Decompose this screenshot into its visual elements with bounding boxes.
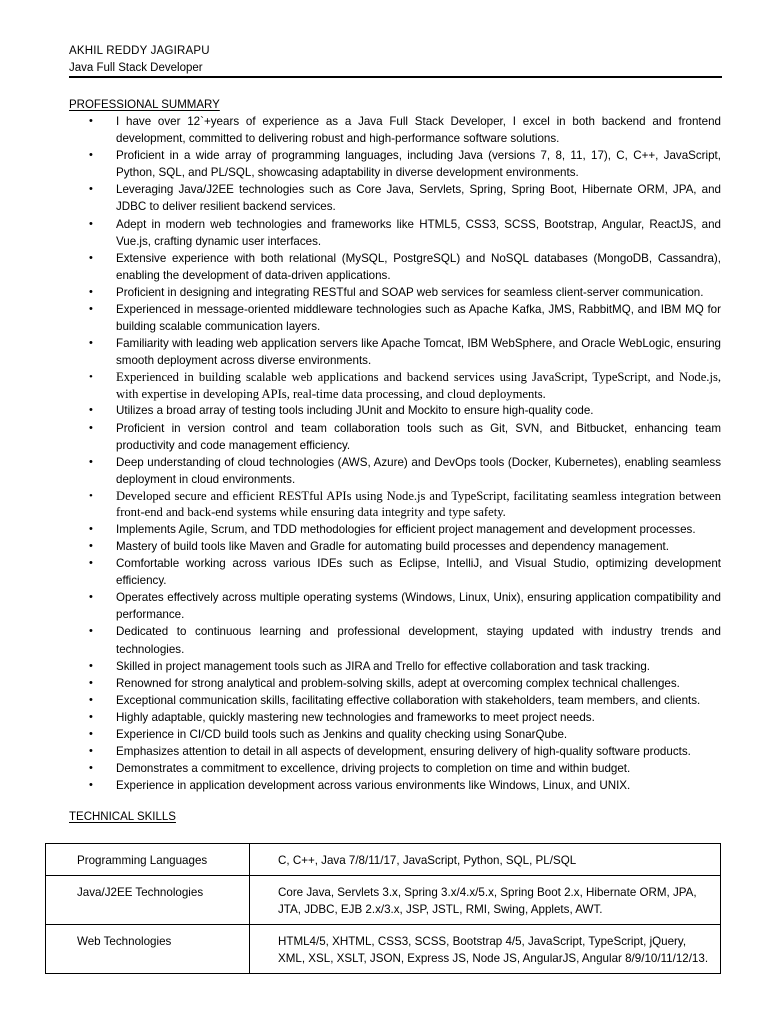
skill-values: C, C++, Java 7/8/11/17, JavaScript, Python, SQL, PL/SQL [250,844,721,876]
table-row [46,925,721,974]
summary-item: • Proficient in designing and integrating RESTful and SOAP web services for seamless client-server communication. [69,284,721,301]
candidate-name: AKHIL REDDY JAGIRAPU [69,45,210,57]
summary-item: • Proficient in a wide array of programming languages, including Java (versions 7, 8, 11, 17), C, C++, JavaScript, Python, SQL, and PL/SQL, showcasing adaptability in diverse development environments. [69,147,721,181]
summary-item: • Comfortable working across various IDEs such as Eclipse, IntelliJ, and Visual Studio, optimizing development efficiency. [69,555,721,589]
summary-item: • Familiarity with leading web application servers like Apache Tomcat, IBM WebSphere, and Oracle WebLogic, ensuring smooth deployment across diverse environments. [69,335,721,369]
summary-item: • Proficient in version control and team collaboration tools such as Git, SVN, and Bitbucket, enhancing team productivity and code management efficiency. [69,420,721,454]
skill-category: Programming Languages [46,844,250,876]
skill-values: Core Java, Servlets 3.x, Spring 3.x/4.x/5.x, Spring Boot 2.x, Hibernate ORM, JPA, JTA, JDBC, EJB 2.x/3.x, JSP, JSTL, RMI, Swing, Applets, AWT. [250,876,721,925]
summary-item: • Mastery of build tools like Maven and Gradle for automating build processes and dependency management. [69,538,721,555]
summary-item: • Highly adaptable, quickly mastering new technologies and frameworks to meet project needs. [69,709,721,726]
summary-item: • Deep understanding of cloud technologies (AWS, Azure) and DevOps tools (Docker, Kubernetes), enabling seamless deployment in cloud environments. [69,454,721,488]
summary-item: • Skilled in project management tools such as JIRA and Trello for effective collaboration and task tracking. [69,658,721,675]
technical-skills-table [45,843,721,974]
summary-item: • Dedicated to continuous learning and professional development, staying updated with industry trends and technologies. [69,623,721,657]
summary-item: • Exceptional communication skills, facilitating effective collaboration with stakeholders, team members, and clients. [69,692,721,709]
professional-summary-heading: PROFESSIONAL SUMMARY [69,99,220,111]
summary-item: • Experienced in building scalable web applications and backend services using JavaScript, TypeScript, and Node.js, with expertise in developing APIs, real-time data processing, and cloud deployments. [69,369,721,402]
summary-item: • Operates effectively across multiple operating systems (Windows, Linux, Unix), ensuring application compatibility and performance. [69,589,721,623]
summary-item: • Developed secure and efficient RESTful APIs using Node.js and TypeScript, facilitating seamless integration between front-end and back-end systems while ensuring data integrity and type safety. [69,488,721,521]
summary-item: • Renowned for strong analytical and problem-solving skills, adept at overcoming complex technical challenges. [69,675,721,692]
candidate-title: Java Full Stack Developer [69,62,203,74]
table-row [46,844,721,876]
skill-values: HTML4/5, XHTML, CSS3, SCSS, Bootstrap 4/5, JavaScript, TypeScript, jQuery, XML, XSL, XSLT, JSON, Express JS, Node JS, AngularJS, Angular 8/9/10/11/12/13. [250,925,721,974]
skill-category: Java/J2EE Technologies [46,876,250,925]
summary-item: • Utilizes a broad array of testing tools including JUnit and Mockito to ensure high-quality code. [69,402,721,419]
skill-category: Web Technologies [46,925,250,974]
summary-item: • Implements Agile, Scrum, and TDD methodologies for efficient project management and development processes. [69,521,721,538]
table-row [46,876,721,925]
summary-item: • I have over 12`+years of experience as a Java Full Stack Developer, I excel in both backend and frontend development, committed to delivering robust and high-performance software solutions. [69,113,721,147]
summary-item: • Emphasizes attention to detail in all aspects of development, ensuring delivery of high-quality software products. [69,743,721,760]
summary-item: • Experience in application development across various environments like Windows, Linux, and UNIX. [69,777,721,794]
summary-item: • Demonstrates a commitment to excellence, driving projects to completion on time and within budget. [69,760,721,777]
summary-list [69,113,721,794]
summary-item: • Adept in modern web technologies and frameworks like HTML5, CSS3, SCSS, Bootstrap, Angular, ReactJS, and Vue.js, crafting dynamic user interfaces. [69,216,721,250]
summary-item: • Experience in CI/CD build tools such as Jenkins and quality checking using SonarQube. [69,726,721,743]
resume-header [69,42,721,77]
header-divider [69,76,722,78]
technical-skills-heading: TECHNICAL SKILLS [69,811,176,823]
summary-item: • Extensive experience with both relational (MySQL, PostgreSQL) and NoSQL databases (MongoDB, Cassandra), enabling the development of data-driven applications. [69,250,721,284]
summary-item: • Leveraging Java/J2EE technologies such as Core Java, Servlets, Spring, Spring Boot, Hibernate ORM, JPA, and JDBC to deliver resilient backend services. [69,181,721,215]
summary-item: • Experienced in message-oriented middleware technologies such as Apache Kafka, JMS, RabbitMQ, and IBM MQ for building scalable communication layers. [69,301,721,335]
